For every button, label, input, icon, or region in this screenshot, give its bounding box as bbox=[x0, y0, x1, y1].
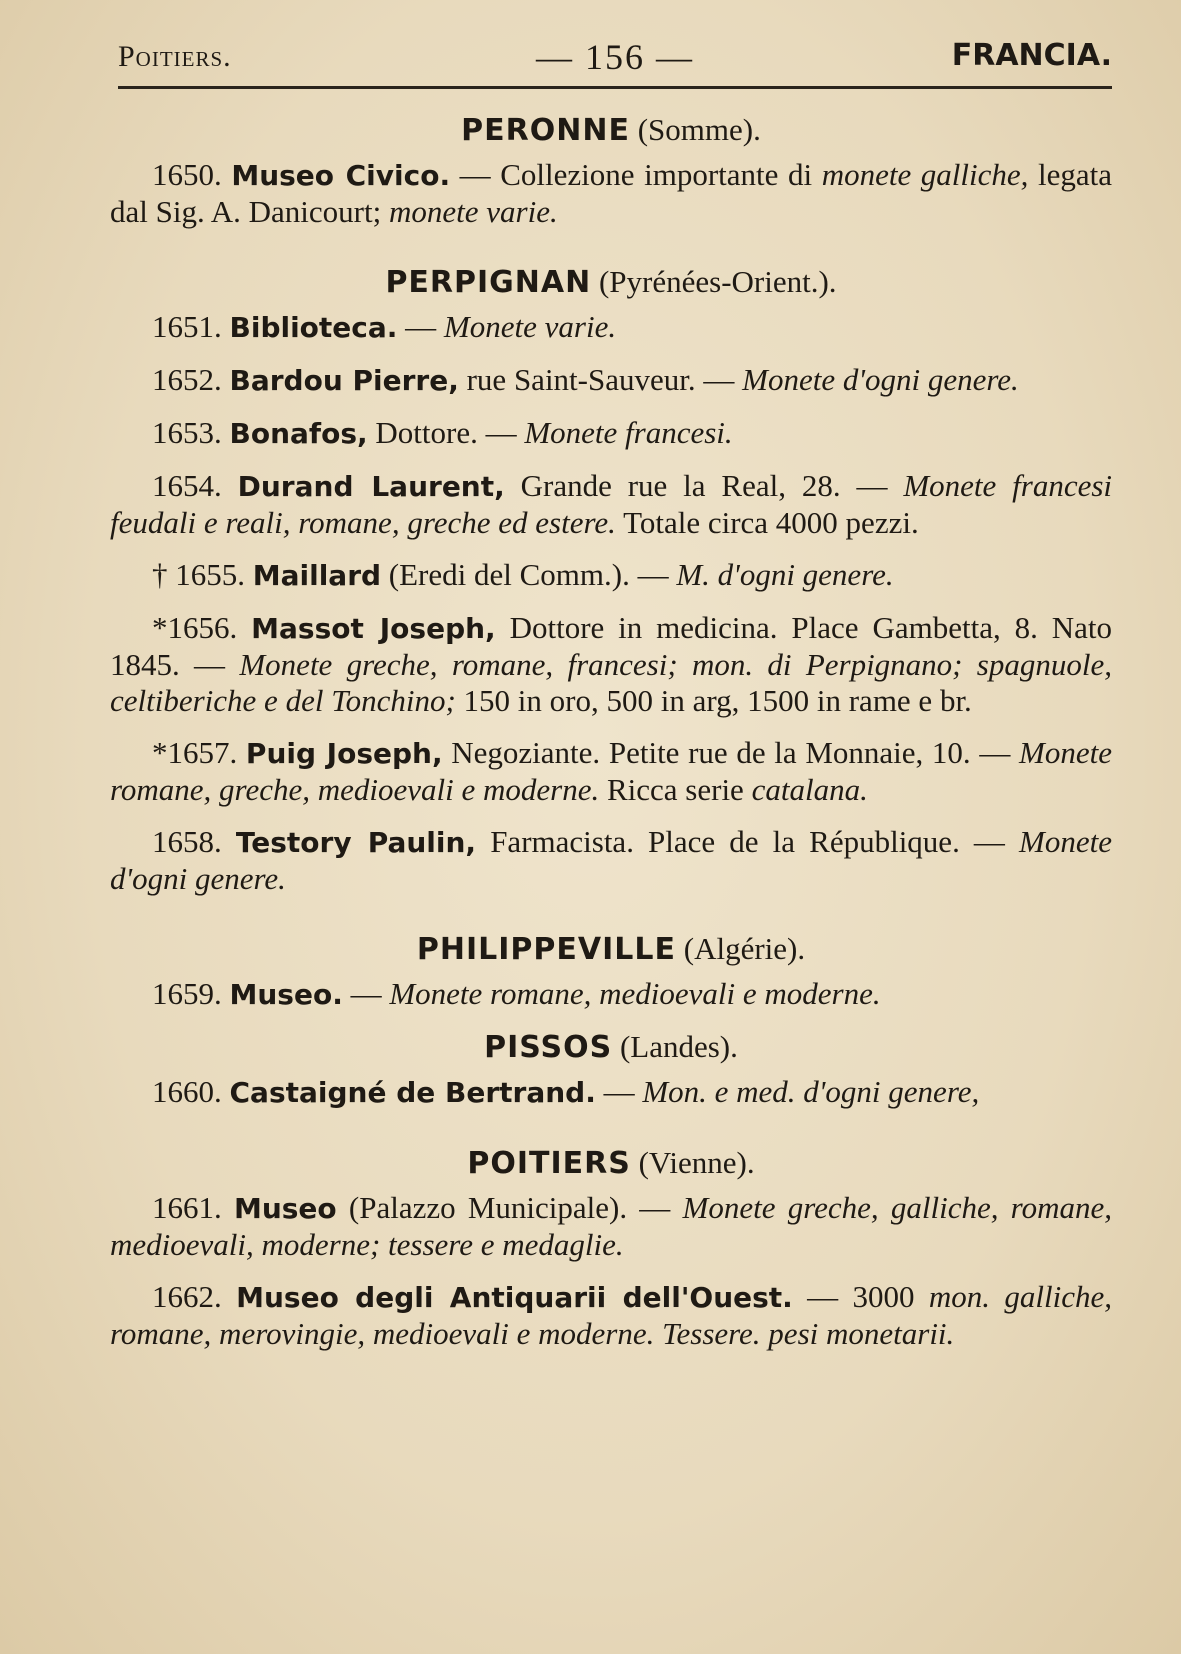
collection-entry bbox=[110, 735, 1112, 808]
entry-text: — bbox=[397, 309, 444, 344]
entry-description: catalana. bbox=[751, 772, 868, 807]
department-name: (Algérie). bbox=[683, 931, 806, 966]
entry-description: Monete greche, galliche, romane, medioevali, moderne; tessere e medaglie. bbox=[110, 1190, 1112, 1262]
section-heading bbox=[110, 1145, 1112, 1182]
entry-text: (Palazzo Municipale). — bbox=[336, 1190, 683, 1225]
page-number: — 156 — bbox=[536, 37, 694, 77]
entry-name: Bonafos, bbox=[229, 417, 368, 450]
section-heading bbox=[110, 112, 1112, 149]
entry-name: Testory Paulin, bbox=[235, 826, 477, 859]
entry-number: 1658. bbox=[152, 824, 222, 859]
collection-entry bbox=[110, 1190, 1112, 1263]
entry-number: 1653. bbox=[152, 415, 222, 450]
entry-text: — Collezione importante di bbox=[450, 157, 822, 192]
entry-text: 150 in oro, 500 in arg, 1500 in rame e br. bbox=[455, 683, 972, 718]
entry-description: mon. galliche, romane, merovingie, medioevali e moderne. Tessere. pesi monetarii. bbox=[110, 1279, 1112, 1351]
entry-description: Monete varie. bbox=[443, 309, 617, 344]
entry-text: rue Saint-Sauveur. — bbox=[458, 362, 743, 397]
entry-description: M. d'ogni genere. bbox=[676, 557, 894, 592]
entry-text: (Eredi del Comm.). — bbox=[381, 557, 677, 592]
collection-entry bbox=[110, 157, 1112, 230]
collection-entry bbox=[110, 1279, 1112, 1352]
entry-name: Massot Joseph, bbox=[251, 612, 496, 645]
page-content bbox=[110, 112, 1112, 1368]
entry-number: 1661. bbox=[152, 1190, 222, 1225]
entry-description: Monete francesi feudali e reali, romane, greche ed estere. bbox=[110, 468, 1113, 540]
entry-text: Ricca serie bbox=[599, 772, 752, 807]
entry-number: † 1655. bbox=[152, 557, 245, 592]
collection-entry bbox=[110, 415, 1112, 452]
entry-number: 1662. bbox=[152, 1279, 222, 1314]
entry-name: Biblioteca. bbox=[229, 311, 398, 344]
entry-description: Monete francesi. bbox=[524, 415, 733, 450]
entry-text: — bbox=[342, 976, 390, 1011]
entry-description: Monete romane, medioevali e moderne. bbox=[389, 976, 881, 1011]
department-name: (Vienne). bbox=[638, 1145, 755, 1180]
entry-name: Museo bbox=[233, 1192, 337, 1225]
entry-name: Maillard bbox=[252, 559, 382, 592]
entry-text: — 3000 bbox=[792, 1279, 929, 1314]
entry-number: 1660. bbox=[152, 1074, 222, 1109]
department-name: (Landes). bbox=[619, 1029, 738, 1064]
entry-text: legata dal Sig. A. Danicourt; bbox=[110, 157, 1113, 229]
section-heading bbox=[110, 264, 1112, 301]
country-heading: FRANCIA. bbox=[951, 38, 1112, 73]
collection-entry bbox=[110, 1074, 1112, 1111]
collection-entry bbox=[110, 610, 1112, 719]
page-header bbox=[118, 30, 1112, 90]
collection-entry bbox=[110, 309, 1112, 346]
header-rule bbox=[118, 86, 1112, 89]
entry-number: 1652. bbox=[152, 362, 222, 397]
entry-text: Negoziante. Petite rue de la Monnaie, 10. — bbox=[442, 735, 1020, 770]
section-heading bbox=[110, 931, 1112, 968]
entry-text: Dottore. — bbox=[367, 415, 525, 450]
entry-text: Grande rue la Real, 28. — bbox=[504, 468, 904, 503]
entry-description: Mon. e med. d'ogni genere, bbox=[642, 1074, 980, 1109]
entry-description: monete galliche, bbox=[821, 157, 1029, 192]
entry-text: Totale circa 4000 pezzi. bbox=[615, 505, 919, 540]
entry-description: Monete d'ogni genere. bbox=[110, 824, 1113, 896]
entry-name: Durand Laurent, bbox=[237, 470, 505, 503]
entry-name: Museo degli Antiquarii dell'Ouest. bbox=[236, 1281, 793, 1314]
running-head: Poitiers. bbox=[118, 40, 232, 73]
entry-name: Puig Joseph, bbox=[245, 737, 443, 770]
entry-number: *1656. bbox=[152, 610, 238, 645]
city-name: PISSOS bbox=[484, 1030, 613, 1065]
entry-description: Monete greche, romane, francesi; mon. di Perpignano; spagnuole, celtiberiche e del Tonchino; bbox=[110, 647, 1112, 718]
section-heading bbox=[110, 1029, 1112, 1066]
collection-entry bbox=[110, 976, 1112, 1013]
entry-number: 1659. bbox=[152, 976, 222, 1011]
city-name: POITIERS bbox=[467, 1146, 631, 1181]
collection-entry bbox=[110, 362, 1112, 399]
entry-description: monete varie. bbox=[388, 194, 558, 229]
collection-entry bbox=[110, 557, 1112, 594]
department-name: (Somme). bbox=[637, 112, 761, 147]
entry-description: Monete romane, greche, medioevali e moderne. bbox=[110, 735, 1112, 807]
city-name: PERONNE bbox=[461, 113, 630, 148]
entry-description: Monete d'ogni genere. bbox=[742, 362, 1019, 397]
entry-text: — bbox=[595, 1074, 643, 1109]
collection-entry bbox=[110, 468, 1112, 541]
entry-number: *1657. bbox=[152, 735, 238, 770]
entry-text: Dottore in medicina. Place Gambetta, 8. Nato 1845. — bbox=[110, 610, 1113, 682]
entry-number: 1650. bbox=[152, 157, 222, 192]
entry-name: Castaigné de Bertrand. bbox=[229, 1076, 596, 1109]
city-name: PERPIGNAN bbox=[385, 265, 592, 300]
entry-name: Museo Civico. bbox=[231, 159, 451, 192]
city-name: PHILIPPEVILLE bbox=[416, 932, 676, 967]
department-name: (Pyrénées-Orient.). bbox=[598, 264, 837, 299]
entry-name: Museo. bbox=[229, 978, 343, 1011]
collection-entry bbox=[110, 824, 1112, 897]
entry-text: Farmacista. Place de la République. — bbox=[476, 824, 1020, 859]
entry-number: 1651. bbox=[152, 309, 222, 344]
entry-number: 1654. bbox=[152, 468, 222, 503]
entry-name: Bardou Pierre, bbox=[229, 364, 459, 397]
